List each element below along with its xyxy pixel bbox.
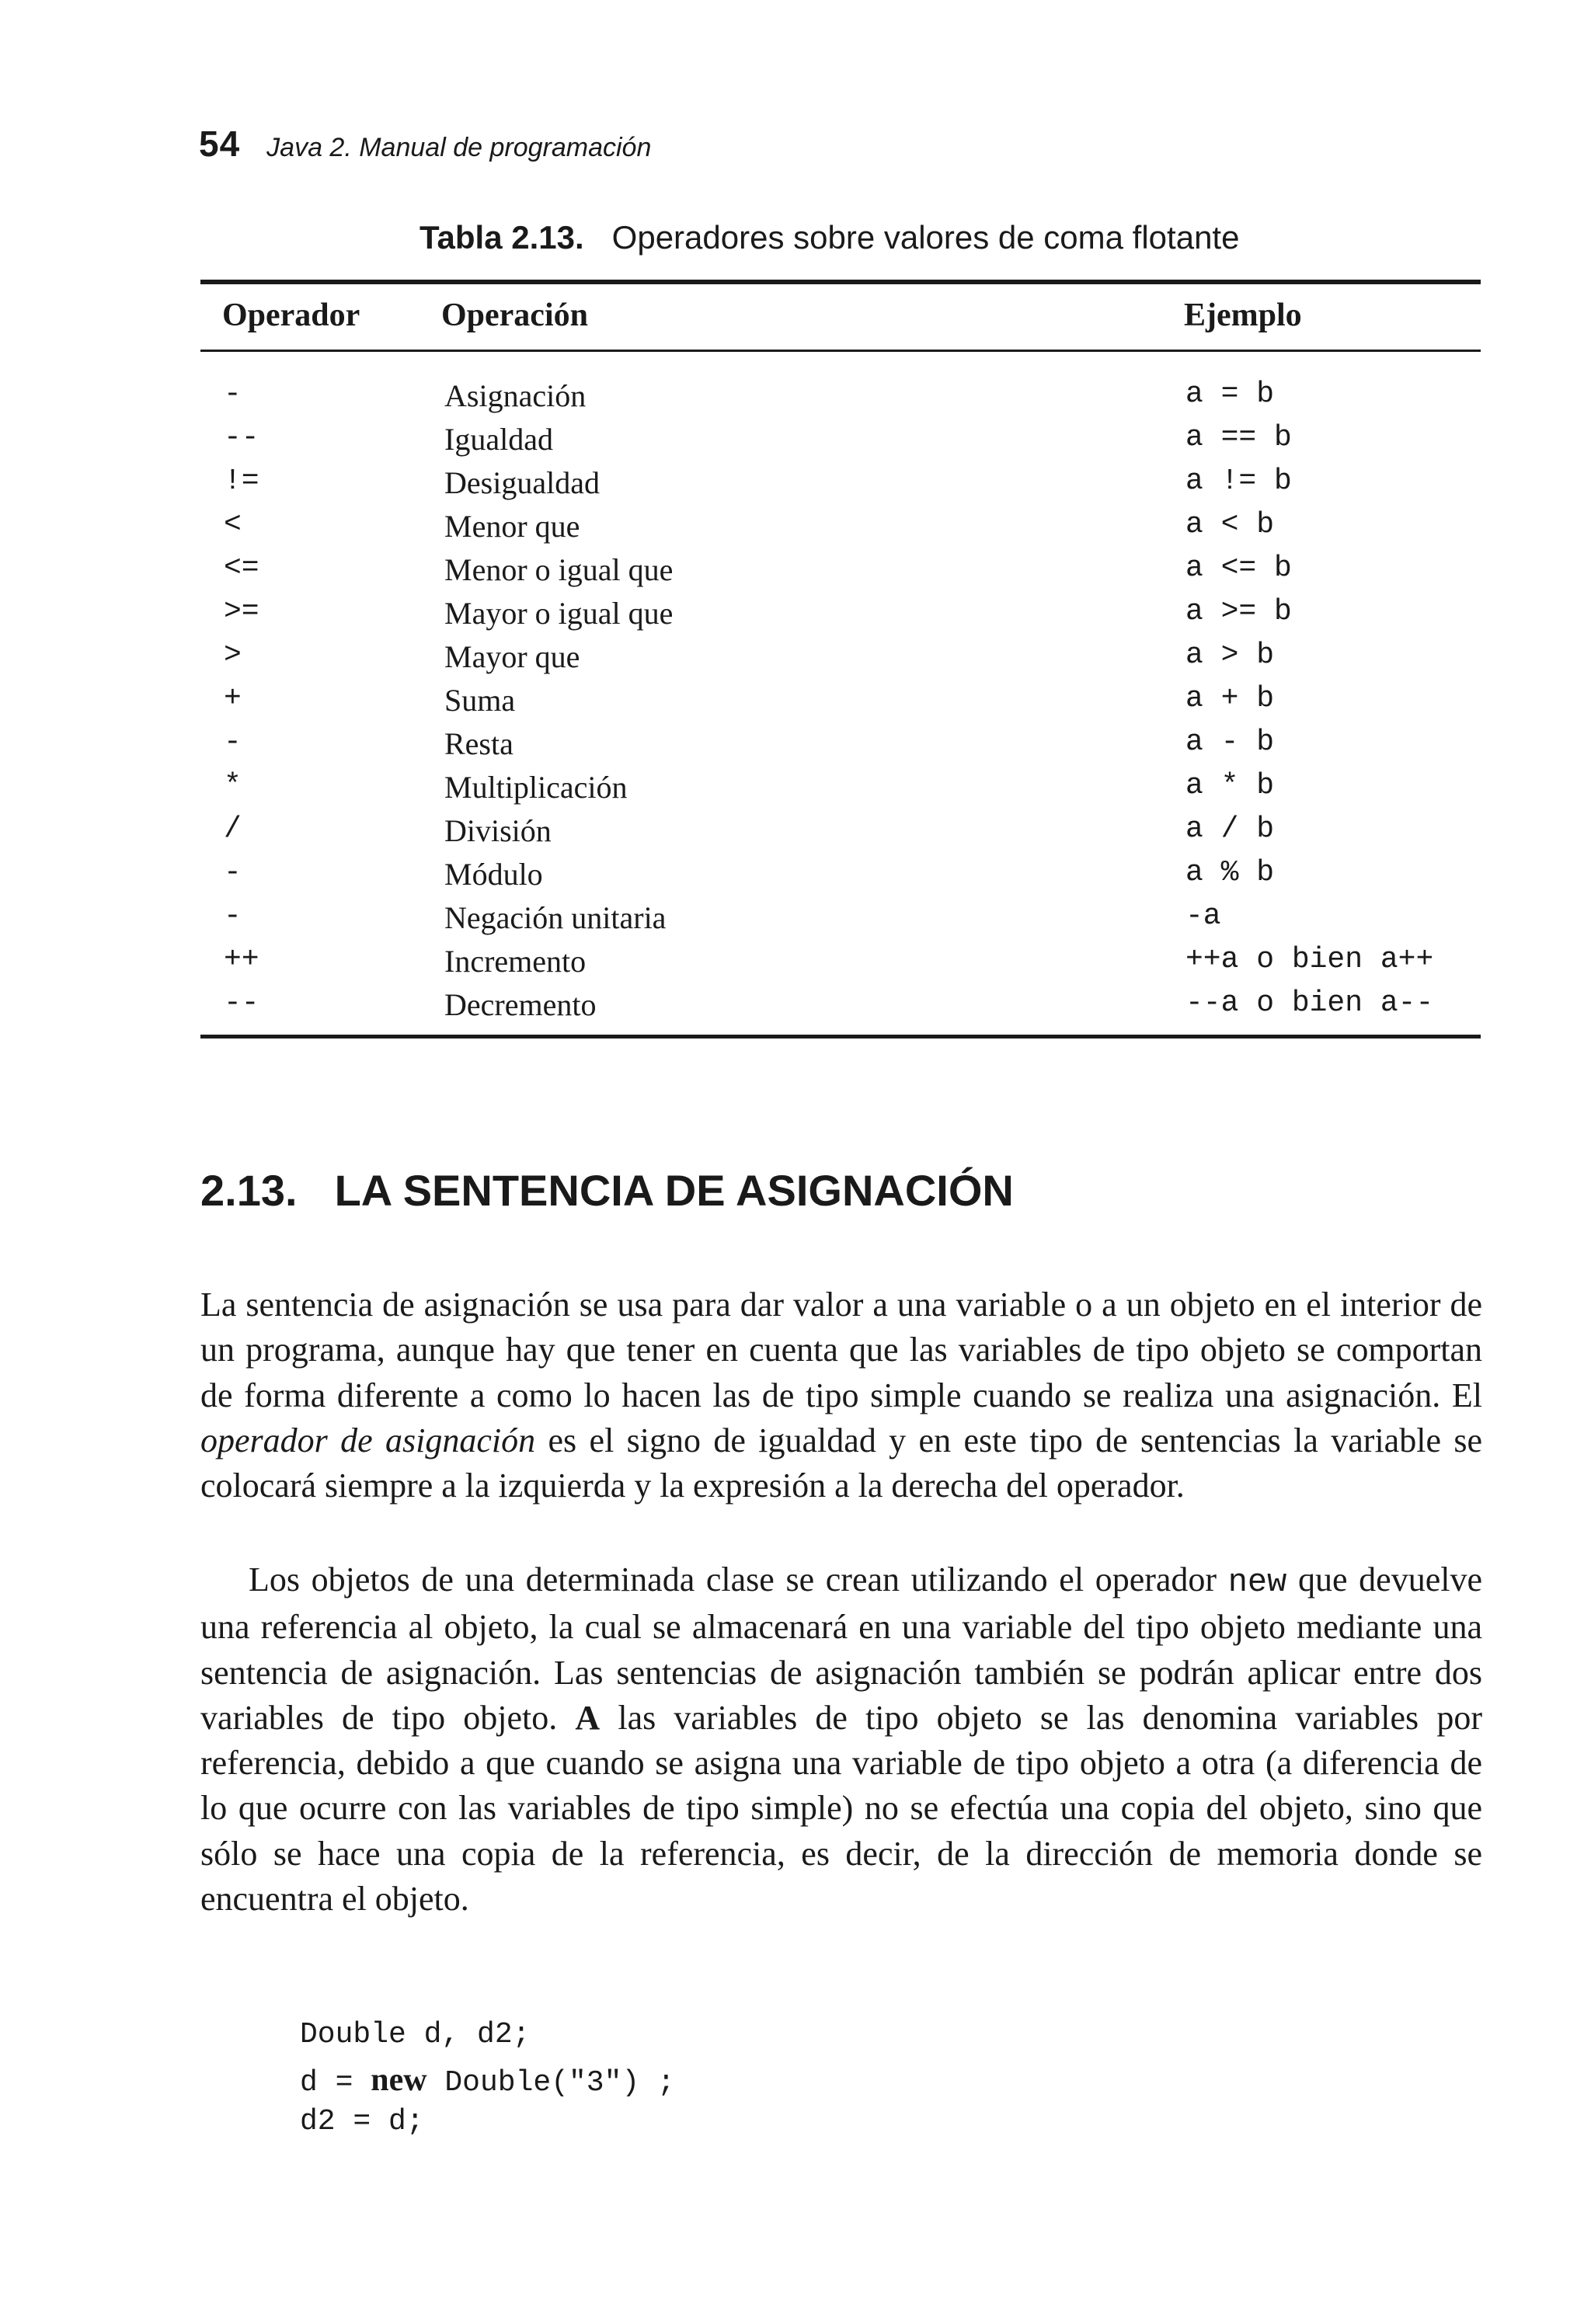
operator-cell: < (224, 508, 242, 541)
table-row (0, 943, 1591, 986)
emphasis-term: operador de asignación (200, 1421, 536, 1459)
operation-cell: Mayor que (444, 639, 580, 674)
table-row (0, 682, 1591, 725)
section-number: 2.13. (200, 1166, 298, 1215)
paragraph-text: que devuelve una referencia al objeto, la cual se almacenará en una variable del tipo objeto mediante una sentencia de asignación. Las sentencias de asignación también se podrán aplicar entre dos variables de tipo objeto. (200, 1560, 1482, 1737)
example-cell: a / b (1185, 812, 1275, 846)
operation-cell: Módulo (444, 857, 543, 892)
operator-cell: - (224, 856, 242, 889)
example-cell: a > b (1185, 638, 1275, 672)
book-title: Java 2. Manual de programación (266, 133, 652, 162)
operation-cell: Negación unitaria (444, 900, 667, 935)
paragraph-text: La sentencia de asignación se usa para dar valor a una variable o a un objeto en el interior de un programa, aunque hay que tener en cuenta que las variables de tipo objeto se comportan de forma diferente a como lo hacen las de tipo simple cuando se realiza una asignación. El (200, 1286, 1482, 1414)
table-row (0, 638, 1591, 682)
table-row (0, 508, 1591, 551)
paragraph-text: las variables de tipo objeto se las denomina variables por referencia, debido a que cuando se asigna una variable de tipo objeto a otra (a diferencia de lo que ocurre con las variables de tipo simple) no se efectúa una copia del objeto, sino que sólo se hace una copia de la referencia, es decir, de la dirección de memoria donde se encuentra el objeto. (200, 1698, 1482, 1919)
running-header (199, 123, 651, 165)
table-row (0, 595, 1591, 638)
code-keyword: new (371, 2062, 427, 2098)
operation-cell: División (444, 813, 552, 848)
operation-cell: Desigualdad (444, 465, 600, 500)
operator-cell: / (224, 812, 242, 846)
operation-cell: Incremento (444, 944, 587, 979)
operation-cell: Resta (444, 726, 514, 761)
example-cell: a == b (1185, 421, 1292, 454)
operator-cell: - (224, 377, 242, 411)
example-cell: --a o bien a-- (1185, 986, 1434, 1020)
example-cell: -a (1185, 899, 1221, 933)
example-cell: a != b (1185, 464, 1292, 498)
operator-cell: -- (224, 421, 259, 454)
table-row (0, 856, 1591, 899)
operator-cell: -- (224, 986, 259, 1020)
table-caption-title: Operadores sobre valores de coma flotante (611, 219, 1240, 256)
code-line (300, 2061, 675, 2100)
table-row (0, 986, 1591, 1030)
code-line: d2 = d; (300, 2105, 424, 2138)
table-row (0, 899, 1591, 943)
example-cell: a % b (1185, 856, 1275, 889)
section-title: LA SENTENCIA DE ASIGNACIÓN (334, 1166, 1014, 1215)
operator-cell: <= (224, 551, 259, 585)
operator-cell: != (224, 464, 259, 498)
operation-cell: Decremento (444, 987, 597, 1022)
table-caption (420, 219, 1239, 256)
paragraph-1 (200, 1282, 1482, 1508)
table-row (0, 551, 1591, 595)
operator-cell: * (224, 769, 242, 802)
paragraph-text: Los objetos de una determinada clase se crean utilizando el operador (249, 1560, 1228, 1599)
example-cell: a - b (1185, 725, 1275, 759)
code-text: d = (300, 2066, 371, 2100)
operation-cell: Suma (444, 683, 516, 718)
table-row (0, 464, 1591, 508)
table-row (0, 421, 1591, 464)
table-bottom-rule (200, 1035, 1481, 1038)
paragraph-text: es el signo de igualdad y en este tipo de sentencias la variable se colocará siempre a la izquierda y la expresión a la derecha del operador. (200, 1421, 1482, 1505)
example-cell: a < b (1185, 508, 1275, 541)
operation-cell: Mayor o igual que (444, 596, 674, 631)
table-row (0, 377, 1591, 421)
operator-cell: >= (224, 595, 259, 628)
column-header-operacion: Operación (441, 297, 588, 333)
bold-letter: A (575, 1698, 601, 1737)
code-line: Double d, d2; (300, 2018, 531, 2051)
example-cell: a <= b (1185, 551, 1292, 585)
operator-cell: - (224, 899, 242, 933)
operation-cell: Menor que (444, 509, 580, 544)
example-cell: a >= b (1185, 595, 1292, 628)
example-cell: a = b (1185, 377, 1275, 411)
operator-cell: ++ (224, 943, 259, 976)
operation-cell: Menor o igual que (444, 552, 674, 587)
operator-cell: + (224, 682, 242, 715)
table-row (0, 812, 1591, 856)
table-row (0, 725, 1591, 769)
code-text: Double("3") ; (426, 2066, 675, 2100)
example-cell: a + b (1185, 682, 1275, 715)
operation-cell: Multiplicación (444, 770, 628, 805)
column-header-operador: Operador (222, 297, 360, 333)
operator-cell: - (224, 725, 242, 759)
page-number: 54 (199, 124, 241, 164)
operator-cell: > (224, 638, 242, 672)
operation-cell: Igualdad (444, 422, 553, 457)
table-header-rule (200, 350, 1481, 352)
table-caption-number: Tabla 2.13. (420, 219, 584, 256)
paragraph-2 (200, 1557, 1482, 1922)
section-heading (200, 1165, 1014, 1216)
operation-cell: Asignación (444, 378, 587, 413)
table-top-rule (200, 280, 1481, 284)
column-header-ejemplo: Ejemplo (1184, 297, 1302, 333)
table-row (0, 769, 1591, 812)
example-cell: a * b (1185, 769, 1275, 802)
example-cell: ++a o bien a++ (1185, 943, 1434, 976)
inline-code: new (1227, 1564, 1287, 1601)
